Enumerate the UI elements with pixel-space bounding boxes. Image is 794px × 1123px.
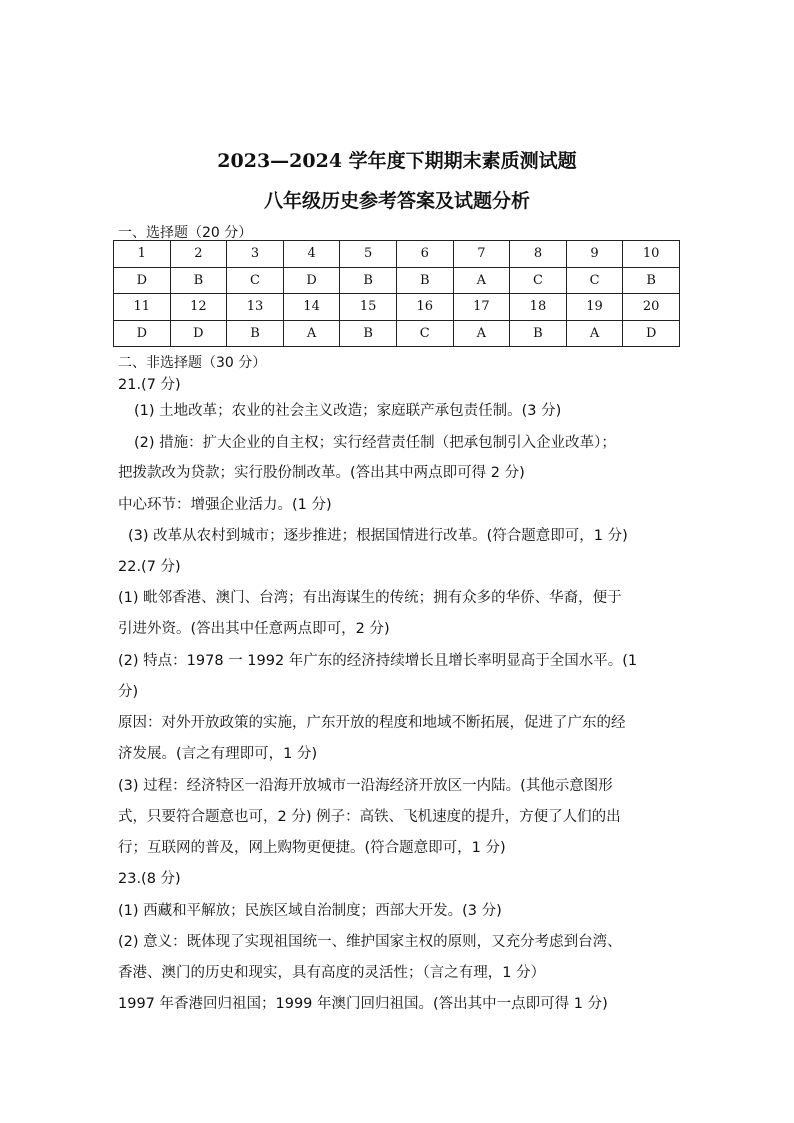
answer-line: (1) 西藏和平解放；民族区域自治制度；西部大开发。(3 分) xyxy=(118,903,502,919)
answer-line: 香港、澳门的历史和现实，具有高度的灵活性；（言之有理，1 分） xyxy=(118,965,546,981)
answer-line: (2) 特点：1978 一 1992 年广东的经济持续增长且增长率明显高于全国水平。(1 xyxy=(118,653,638,669)
table-cell: 17 xyxy=(453,294,510,321)
table-cell: 12 xyxy=(170,294,227,321)
table-cell: 10 xyxy=(623,241,680,268)
table-cell: 9 xyxy=(566,241,623,268)
table-cell: B xyxy=(396,267,453,294)
question-23-heading: 23.(8 分) xyxy=(118,871,181,887)
answer-line: 引进外资。(答出其中任意两点即可，2 分) xyxy=(118,621,390,637)
table-cell: 11 xyxy=(114,294,171,321)
question-21-heading: 21.(7 分) xyxy=(118,377,181,393)
document-subtitle: 八年级历史参考答案及试题分析 xyxy=(263,190,530,212)
answer-line: 原因：对外开放政策的实施，广东开放的程度和地域不断拓展，促进了广东的经 xyxy=(118,715,626,731)
table-cell: 5 xyxy=(340,241,397,268)
answer-line: (2) 措施：扩大企业的自主权；实行经营责任制（把承包制引入企业改革）； xyxy=(134,435,616,451)
table-cell: 3 xyxy=(227,241,284,268)
table-cell: B xyxy=(170,267,227,294)
table-cell: C xyxy=(227,267,284,294)
table-cell: 1 xyxy=(114,241,171,268)
table-cell: B xyxy=(510,320,567,347)
table-cell: D xyxy=(283,267,340,294)
answer-line: (3) 改革从农村到城市；逐步推进；根据国情进行改革。(符合题意即可，1 分) xyxy=(128,528,628,544)
table-cell: A xyxy=(453,267,510,294)
document-title: 2023—2024 学年度下期期末素质测试题 xyxy=(217,150,577,172)
answer-line: 1997 年香港回归祖国；1999 年澳门回归祖国。(答出其中一点即可得 1 分) xyxy=(118,996,608,1012)
table-row xyxy=(114,294,680,321)
table-cell: 7 xyxy=(453,241,510,268)
table-cell: D xyxy=(170,320,227,347)
section-1-heading: 一、选择题（20 分） xyxy=(118,225,253,241)
table-cell: 20 xyxy=(623,294,680,321)
answer-line: (1) 土地改革；农业的社会主义改造；家庭联产承包责任制。(3 分) xyxy=(134,403,562,419)
table-row xyxy=(114,241,680,268)
answer-line: (1) 毗邻香港、澳门、台湾；有出海谋生的传统；拥有众多的华侨、华裔，便于 xyxy=(118,590,622,606)
table-cell: 6 xyxy=(396,241,453,268)
answer-line: 把拨款改为贷款；实行股份制改革。(答出其中两点即可得 2 分) xyxy=(118,465,525,481)
section-2-heading: 二、非选择题（30 分） xyxy=(118,355,267,371)
table-cell: B xyxy=(340,320,397,347)
table-cell: D xyxy=(114,320,171,347)
table-cell: C xyxy=(566,267,623,294)
table-cell: 18 xyxy=(510,294,567,321)
answer-line: (3) 过程：经济特区一沿海开放城市一沿海经济开放区一内陆。(其他示意图形 xyxy=(118,778,613,794)
table-cell: 8 xyxy=(510,241,567,268)
question-22-heading: 22.(7 分) xyxy=(118,559,181,575)
table-cell: 15 xyxy=(340,294,397,321)
table-cell: B xyxy=(623,267,680,294)
table-cell: C xyxy=(396,320,453,347)
table-cell: A xyxy=(566,320,623,347)
table-cell: 16 xyxy=(396,294,453,321)
table-cell: C xyxy=(510,267,567,294)
table-cell: A xyxy=(453,320,510,347)
table-cell: D xyxy=(623,320,680,347)
table-cell: B xyxy=(340,267,397,294)
table-cell: D xyxy=(114,267,171,294)
table-cell: 19 xyxy=(566,294,623,321)
table-cell: B xyxy=(227,320,284,347)
answer-line: 分) xyxy=(118,684,139,700)
answer-line: 行；互联网的普及，网上购物更便捷。(符合题意即可，1 分) xyxy=(118,840,506,856)
table-cell: A xyxy=(283,320,340,347)
answer-line: (2) 意义：既体现了实现祖国统一、维护国家主权的原则，又充分考虑到台湾、 xyxy=(118,934,622,950)
answer-table xyxy=(113,240,680,347)
table-cell: 14 xyxy=(283,294,340,321)
table-cell: 4 xyxy=(283,241,340,268)
answer-line: 式，只要符合题意也可，2 分) 例子：高铁、飞机速度的提升，方便了人们的出 xyxy=(118,809,621,825)
table-cell: 2 xyxy=(170,241,227,268)
answer-line: 济发展。(言之有理即可，1 分) xyxy=(118,746,318,762)
table-row xyxy=(114,267,680,294)
table-cell: 13 xyxy=(227,294,284,321)
answer-line: 中心环节：增强企业活力。(1 分) xyxy=(118,497,332,513)
table-row xyxy=(114,320,680,347)
